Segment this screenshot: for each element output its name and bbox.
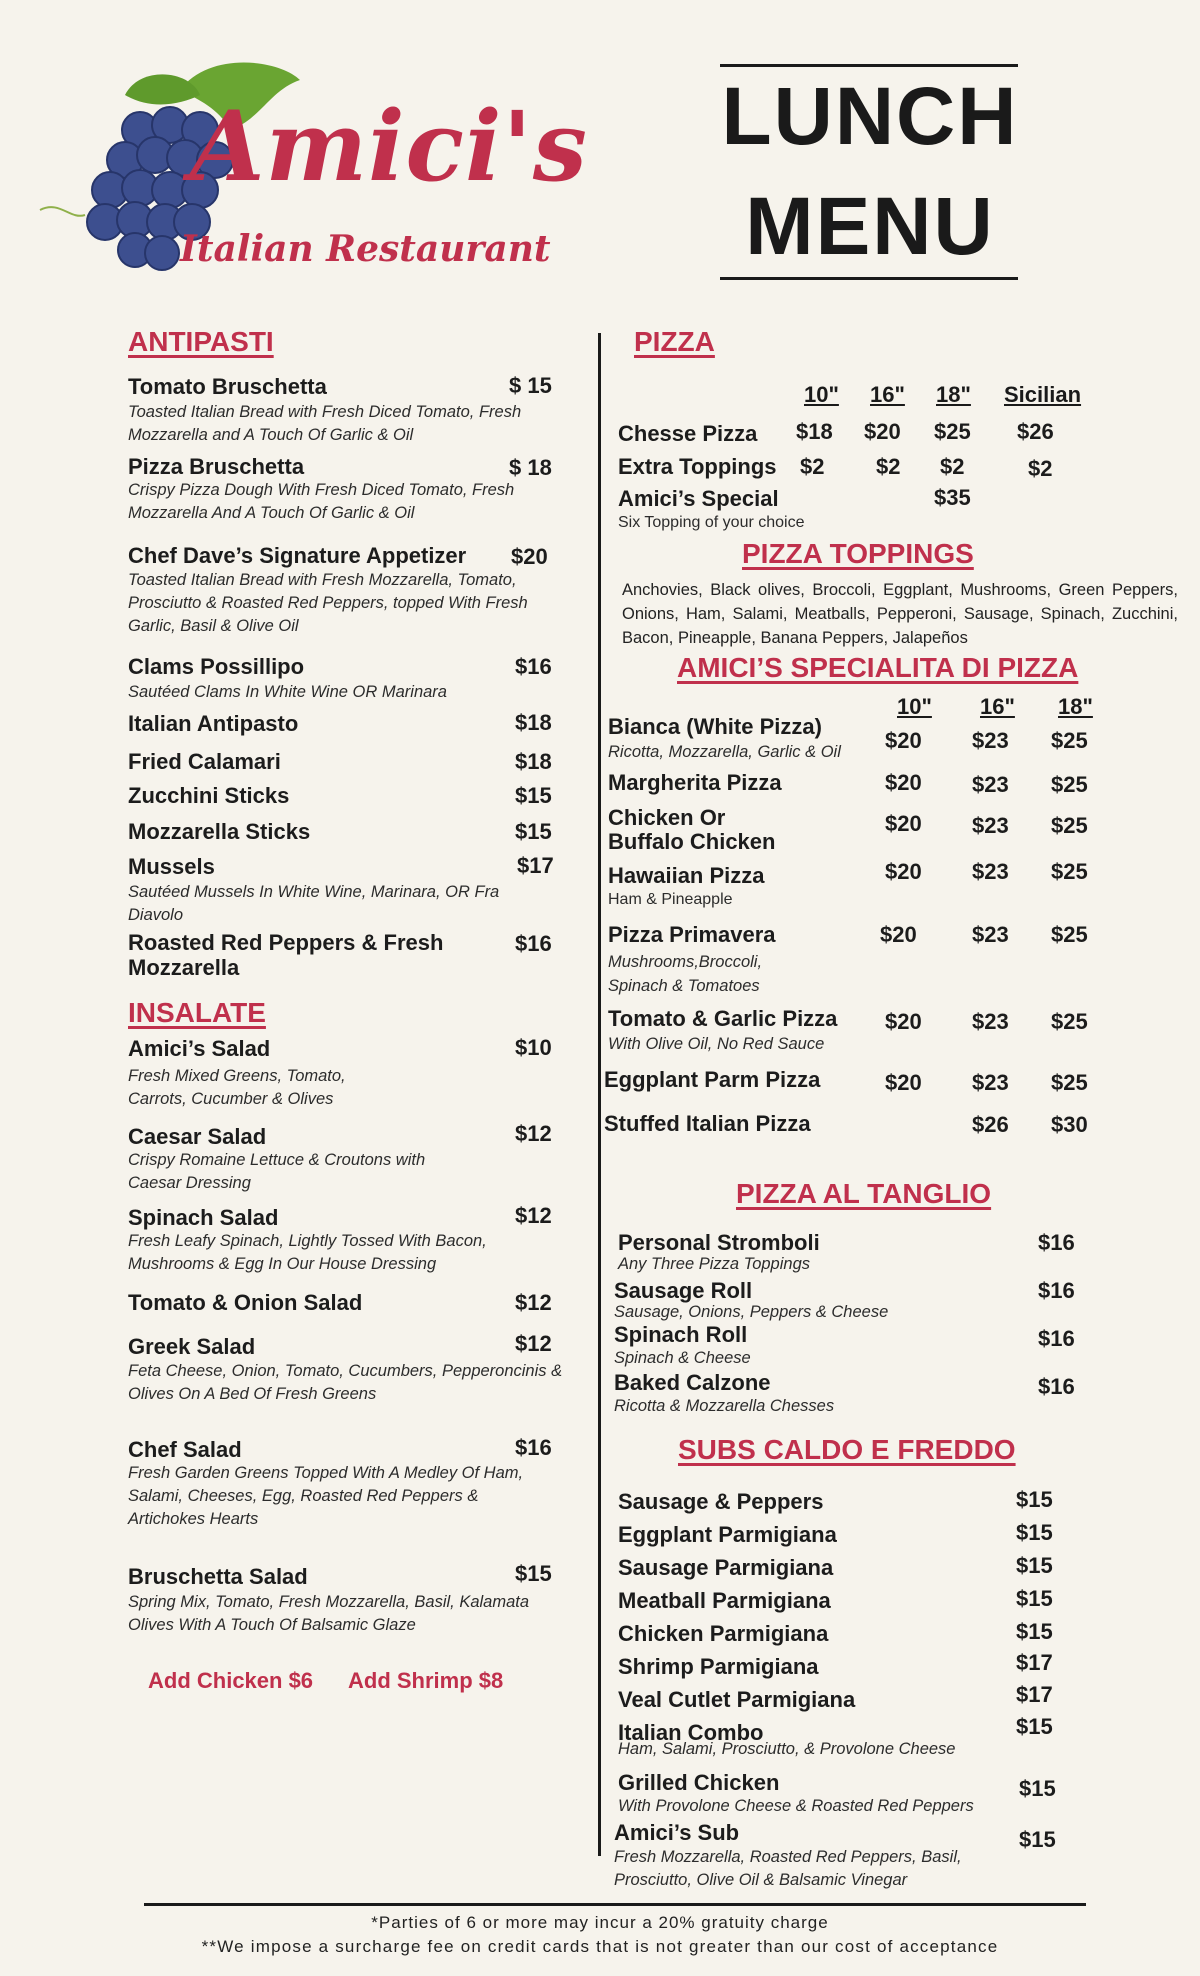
footer-gratuity-note: *Parties of 6 or more may incur a 20% gratuity charge (371, 1913, 829, 1932)
specialita-price: $20 (885, 770, 922, 795)
specialita-price: $20 (880, 922, 917, 947)
antipasti-item-price: $16 (515, 931, 552, 956)
tanglio-item-desc: Any Three Pizza Toppings (618, 1255, 810, 1273)
antipasti-item-name: Mussels (128, 854, 215, 879)
subs-item-price: $15 (1016, 1520, 1053, 1545)
subs-item-name: Italian Combo (618, 1720, 764, 1745)
insalate-item-name: Spinach Salad (128, 1205, 279, 1230)
tanglio-item-desc: Sausage, Onions, Peppers & Cheese (614, 1303, 889, 1321)
tanglio-item-price: $16 (1038, 1278, 1075, 1303)
specialita-price: $25 (1051, 1070, 1088, 1095)
tanglio-item-name: Baked Calzone (614, 1370, 771, 1395)
subs-item-price: $15 (1016, 1553, 1053, 1578)
antipasti-item-price: $18 (515, 710, 552, 735)
menu-title-line1: LUNCH (721, 71, 1019, 162)
subs-item-price: $17 (1016, 1650, 1053, 1675)
subs-item-desc-line2: Prosciutto, Olive Oil & Balsamic Vinegar (614, 1871, 908, 1889)
specialita-price: $23 (972, 813, 1009, 838)
tanglio-item-name: Personal Stromboli (618, 1230, 820, 1255)
specialita-price: $26 (972, 1112, 1009, 1137)
specialita-name: Tomato & Garlic Pizza (608, 1006, 838, 1031)
subs-item-name: Shrimp Parmigiana (618, 1654, 819, 1679)
antipasti-item-name: Tomato Bruschetta (128, 374, 327, 399)
tanglio-item-price: $16 (1038, 1326, 1075, 1351)
specialita-price: $25 (1051, 813, 1088, 838)
antipasti-item-price: $ 18 (509, 455, 552, 480)
specialita-price: $25 (1051, 922, 1088, 947)
subs-item-price: $15 (1016, 1714, 1053, 1739)
specialita-desc: Ham & Pineapple (608, 891, 733, 908)
insalate-title: INSALATE (128, 997, 266, 1028)
insalate-item-price: $10 (515, 1035, 552, 1060)
specialita-name: Stuffed Italian Pizza (604, 1111, 811, 1136)
insalate-item-name: Tomato & Onion Salad (128, 1290, 363, 1315)
pizza-size-label: 16" (870, 382, 905, 407)
insalate-item-price: $12 (515, 1290, 552, 1315)
antipasti-item-name: Zucchini Sticks (128, 783, 290, 808)
tanglio-item-desc: Spinach & Cheese (614, 1349, 751, 1367)
specialita-desc: Mushrooms,Broccoli, (608, 953, 763, 971)
antipasti-item-name: Mozzarella Sticks (128, 819, 311, 844)
footer-rule (144, 1903, 1086, 1906)
pizza-row-price: $35 (934, 485, 971, 510)
antipasti-item-price: $15 (515, 819, 552, 844)
pizza-row-name: Extra Toppings (618, 454, 777, 479)
subs-item-name: Sausage Parmigiana (618, 1555, 834, 1580)
subs-item-price: $15 (1019, 1827, 1056, 1852)
pizza-row-price: $2 (876, 454, 901, 479)
insalate-item-desc: Fresh Leafy Spinach, Lightly Tossed With Bacon, Mushrooms & Egg In Our House Dressing (128, 1232, 487, 1273)
specialita-price: $25 (1051, 728, 1088, 753)
specialita-name: Chicken Or (608, 805, 726, 830)
toppings-title: PIZZA TOPPINGS (742, 538, 974, 569)
antipasti-item-desc: Crispy Pizza Dough With Fresh Diced Tomato, Fresh Mozzarella And A Touch Of Garlic & Oil (128, 481, 515, 522)
pizza-row-price: $2 (940, 454, 965, 479)
pizza-row-name: Chesse Pizza (618, 421, 758, 446)
column-divider (598, 333, 601, 1856)
subs-item-name: Eggplant Parmigiana (618, 1522, 837, 1547)
insalate-item-price: $15 (515, 1561, 552, 1586)
specialita-price: $20 (885, 1009, 922, 1034)
insalate-item-name: Chef Salad (128, 1437, 242, 1462)
specialita-price: $20 (885, 811, 922, 836)
subs-item-price: $15 (1019, 1776, 1056, 1801)
pizza-row-price: $2 (1028, 456, 1053, 481)
specialita-desc-line2: Spinach & Tomatoes (608, 977, 760, 995)
pizza-row-price: $25 (934, 419, 971, 444)
specialita-name: Hawaiian Pizza (608, 863, 765, 888)
tanglio-item-desc: Ricotta & Mozzarella Chesses (614, 1397, 835, 1415)
antipasti-item-desc: Sautéed Mussels In White Wine, Marinara, OR Fra Diavolo (128, 883, 500, 924)
restaurant-subtitle: Italian Restaurant (180, 228, 551, 270)
specialita-price: $25 (1051, 1009, 1088, 1034)
restaurant-name: Amici's (190, 90, 588, 203)
specialita-price: $23 (972, 922, 1009, 947)
antipasti-item-name: Chef Dave’s Signature Appetizer (128, 543, 467, 568)
title-bottom-rule (720, 277, 1018, 280)
insalate-item-name: Bruschetta Salad (128, 1564, 308, 1589)
pizza-row-price: $18 (796, 419, 833, 444)
specialita-price: $23 (972, 859, 1009, 884)
antipasti-item-price: $ 15 (509, 373, 552, 398)
specialita-price: $25 (1051, 859, 1088, 884)
specialita-name-line2: Buffalo Chicken (608, 829, 776, 854)
subs-item-name: Sausage & Peppers (618, 1489, 824, 1514)
pizza-row-desc: Six Topping of your choice (618, 514, 805, 531)
antipasti-item-name: Roasted Red Peppers & Fresh Mozzarella (128, 930, 444, 980)
specialita-name: Eggplant Parm Pizza (604, 1067, 821, 1092)
specialita-price: $23 (972, 1009, 1009, 1034)
subs-item-desc: Fresh Mozzarella, Roasted Red Peppers, Basil, (614, 1848, 962, 1866)
tanglio-title: PIZZA AL TANGLIO (736, 1178, 992, 1209)
add-chicken-note: Add Chicken $6 (148, 1668, 314, 1693)
antipasti-item-price: $16 (515, 654, 552, 679)
insalate-item-name: Caesar Salad (128, 1124, 267, 1149)
subs-item-name: Meatball Parmigiana (618, 1588, 831, 1613)
antipasti-item-price: $18 (515, 749, 552, 774)
logo (30, 50, 620, 280)
antipasti-item-price: $20 (511, 544, 548, 569)
specialita-price: $23 (972, 1070, 1009, 1095)
add-shrimp-note: Add Shrimp $8 (348, 1668, 504, 1693)
antipasti-item-name: Clams Possillipo (128, 654, 305, 679)
insalate-item-desc: Fresh Garden Greens Topped With A Medley Of Ham, Salami, Cheeses, Egg, Roasted Red Peppers & Artichokes Hearts (128, 1464, 524, 1528)
pizza-size-label: Sicilian (1004, 382, 1082, 407)
subs-item-desc: Ham, Salami, Prosciutto, & Provolone Cheese (618, 1740, 956, 1758)
antipasti-item-name: Pizza Bruschetta (128, 454, 305, 479)
insalate-item-price: $12 (515, 1203, 552, 1228)
subs-item-name: Amici’s Sub (614, 1820, 740, 1845)
insalate-item-price: $12 (515, 1331, 552, 1356)
pizza-row-price: $26 (1017, 419, 1054, 444)
subs-item-name: Veal Cutlet Parmigiana (618, 1687, 856, 1712)
insalate-item-name: Amici’s Salad (128, 1036, 271, 1061)
specialita-price: $20 (885, 728, 922, 753)
specialita-title: AMICI’S SPECIALITA DI PIZZA (677, 652, 1079, 683)
menu-title-line2: MENU (745, 181, 995, 272)
insalate-item-desc: Spring Mix, Tomato, Fresh Mozzarella, Basil, Kalamata Olives With A Touch Of Balsamic Glaze (128, 1593, 530, 1634)
tanglio-item-name: Spinach Roll (614, 1322, 748, 1347)
specialita-price: $30 (1051, 1112, 1088, 1137)
specialita-price: $25 (1051, 772, 1088, 797)
antipasti-item-desc: Toasted Italian Bread with Fresh Diced Tomato, Fresh Mozzarella and A Touch Of Garlic & Oil (128, 403, 522, 444)
tanglio-item-price: $16 (1038, 1230, 1075, 1255)
specialita-price: $20 (885, 859, 922, 884)
antipasti-item-price: $17 (517, 853, 554, 878)
subs-item-desc: With Provolone Cheese & Roasted Red Peppers (618, 1797, 974, 1815)
specialita-size-label: 16" (980, 694, 1015, 719)
subs-item-price: $17 (1016, 1682, 1053, 1707)
pizza-row-price: $20 (864, 419, 901, 444)
subs-title: SUBS CALDO E FREDDO (678, 1434, 1016, 1465)
subs-item-name: Grilled Chicken (618, 1770, 780, 1795)
pizza-row-name: Amici’s Special (618, 486, 779, 511)
specialita-desc: Ricotta, Mozzarella, Garlic & Oil (608, 743, 841, 761)
specialita-price: $23 (972, 728, 1009, 753)
title-top-rule (720, 64, 1018, 67)
specialita-price: $20 (885, 1070, 922, 1095)
specialita-size-label: 18" (1058, 694, 1093, 719)
antipasti-title: ANTIPASTI (128, 326, 274, 357)
insalate-item-price: $16 (515, 1435, 552, 1460)
antipasti-item-name: Fried Calamari (128, 749, 281, 774)
pizza-title: PIZZA (634, 326, 715, 357)
insalate-item-desc: Crispy Romaine Lettuce & Croutons with Caesar Dressing (128, 1151, 426, 1192)
pizza-size-label: 18" (936, 382, 971, 407)
antipasti-item-price: $15 (515, 783, 552, 808)
antipasti-item-name: Italian Antipasto (128, 711, 299, 736)
subs-item-price: $15 (1016, 1586, 1053, 1611)
footer-surcharge-note: **We impose a surcharge fee on credit cards that is not greater than our cost of acceptance (201, 1937, 999, 1956)
insalate-item-price: $12 (515, 1121, 552, 1146)
pizza-row-price: $2 (800, 454, 825, 479)
antipasti-item-desc: Sautéed Clams In White Wine OR Marinara (128, 683, 447, 701)
toppings-text: Anchovies, Black olives, Broccoli, Eggplant, Mushrooms, Green Peppers, Onions, Ham, Salami, Meatballs, Pepperoni, Sausage, Spinach, Zucchini, Bacon, Pineapple, Banana Peppers, Jalapeños (622, 581, 1178, 647)
subs-item-name: Chicken Parmigiana (618, 1621, 829, 1646)
specialita-name: Margherita Pizza (608, 770, 782, 795)
subs-item-price: $15 (1016, 1487, 1053, 1512)
specialita-size-label: 10" (897, 694, 932, 719)
specialita-desc: With Olive Oil, No Red Sauce (608, 1035, 825, 1053)
tanglio-item-name: Sausage Roll (614, 1278, 753, 1303)
antipasti-item-desc: Toasted Italian Bread with Fresh Mozzarella, Tomato, Prosciutto & Roasted Red Peppers, topped With Fresh Garlic, Basil & Olive Oil (128, 571, 528, 635)
specialita-name: Pizza Primavera (608, 922, 776, 947)
tanglio-item-price: $16 (1038, 1374, 1075, 1399)
insalate-item-desc: Feta Cheese, Onion, Tomato, Cucumbers, Pepperoncinis & Olives On A Bed Of Fresh Greens (128, 1362, 563, 1403)
insalate-item-desc: Fresh Mixed Greens, Tomato, Carrots, Cucumber & Olives (128, 1067, 346, 1108)
subs-item-price: $15 (1016, 1619, 1053, 1644)
specialita-price: $23 (972, 772, 1009, 797)
pizza-size-label: 10" (804, 382, 839, 407)
specialita-name: Bianca (White Pizza) (608, 714, 822, 739)
insalate-item-name: Greek Salad (128, 1334, 256, 1359)
